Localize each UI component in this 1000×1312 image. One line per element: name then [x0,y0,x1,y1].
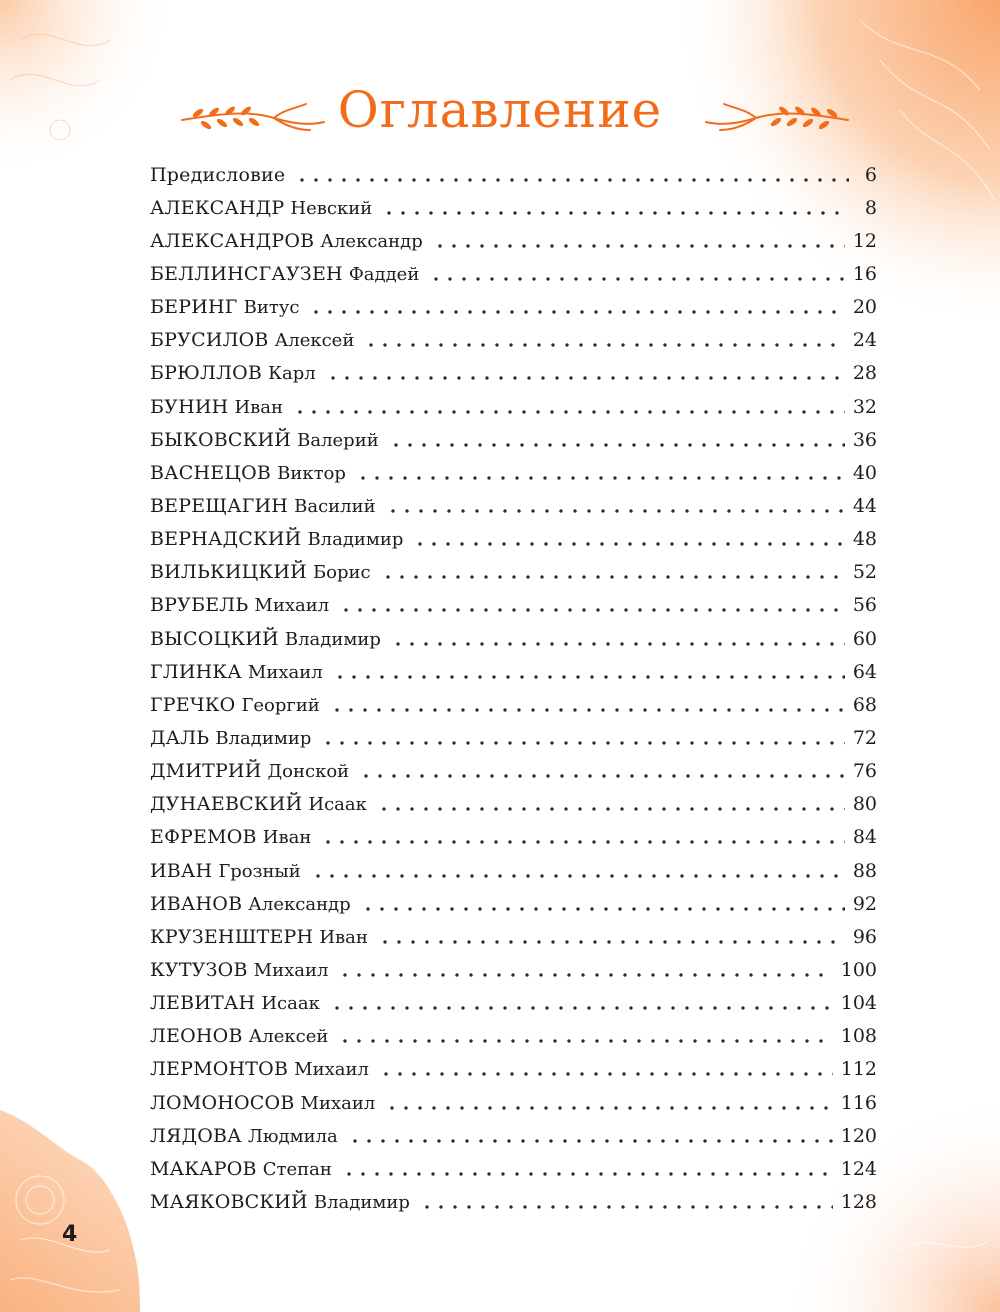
toc-entry[interactable] [150,655,877,688]
toc-entry-page: 104 [840,992,877,1015]
toc-entry-surname: ДУНАЕВСКИЙ [150,793,303,816]
toc-entry-surname: БРУСИЛОВ [150,329,269,352]
toc-entry-title [150,1191,416,1213]
toc-entry-surname: ЛЯДОВА [150,1124,242,1147]
toc-entry-title [150,362,322,384]
toc-entry-surname: БРЮЛЛОВ [150,362,263,385]
toc-entry-given-name: Иван [319,926,368,948]
toc-entry-title [150,1092,381,1114]
toc-entry-surname: АЛЕКСАНДРОВ [150,229,315,252]
dot-leader [311,874,845,878]
toc-entry-given-name: Невский [290,197,373,219]
toc-entry[interactable] [150,224,877,257]
toc-entry[interactable] [150,357,877,390]
toc-entry-page: 72 [852,726,877,749]
toc-entry[interactable] [150,953,877,986]
toc-entry-title [150,230,429,252]
toc-entry-given-name: Александр [248,893,351,915]
table-of-contents [150,158,877,1219]
toc-entry[interactable] [150,1020,877,1053]
toc-entry-surname: ГЛИНКА [150,660,242,683]
toc-entry-title [150,926,374,948]
dot-leader [378,940,845,944]
toc-entry-given-name: Михаил [247,661,323,683]
toc-entry-given-name: Алексей [248,1026,329,1048]
dot-leader [326,376,845,380]
dot-leader [382,211,849,215]
toc-entry-title [150,959,334,981]
dot-leader [379,1072,833,1076]
toc-entry[interactable] [150,1152,877,1185]
toc-entry-page: 108 [840,1025,877,1048]
toc-entry-title [150,727,317,749]
toc-entry-page: 56 [852,594,877,617]
toc-entry-page: 96 [852,925,877,948]
toc-entry-title [150,329,360,351]
toc-entry-given-name: Иван [262,827,312,849]
toc-entry-given-name: Людмила [247,1125,338,1147]
toc-entry-title [150,793,373,815]
toc-entry-given-name: Александр [320,230,423,252]
dot-leader [385,1106,832,1110]
toc-entry-title [150,1158,338,1180]
dot-leader [338,1039,832,1043]
toc-entry-title [150,992,326,1014]
toc-entry-surname: ВАСНЕЦОВ [150,461,272,484]
toc-entry[interactable] [150,1086,877,1119]
toc-entry[interactable] [150,755,877,788]
toc-entry-page: 60 [852,627,877,650]
toc-entry-page: 20 [852,296,877,319]
toc-entry[interactable] [150,523,877,556]
toc-entry[interactable] [150,257,877,290]
page-title: Оглавление [337,81,663,139]
toc-entry-given-name: Валерий [297,429,379,451]
toc-entry[interactable] [150,390,877,423]
toc-entry[interactable] [150,489,877,522]
laurel-branch-icon [178,100,328,134]
toc-entry-surname: КРУЗЕНШТЕРН [150,925,314,948]
dot-leader [348,1139,833,1143]
toc-entry-surname: ЛЕРМОНТОВ [150,1058,289,1081]
dot-leader [309,310,844,314]
toc-entry[interactable] [150,158,877,191]
toc-entry-surname: ЛЕВИТАН [150,992,256,1015]
toc-entry-page: 32 [852,395,877,418]
toc-entry-given-name: Исаак [308,794,367,816]
dot-leader [333,675,845,679]
toc-entry-given-name: Владимир [307,529,404,551]
dot-leader [359,774,845,778]
toc-entry-title [150,396,289,418]
dot-leader [338,973,832,977]
toc-entry-title [150,429,385,451]
dot-leader [293,410,845,414]
toc-entry-surname: АЛЕКСАНДР [150,196,285,219]
toc-entry-surname: МАКАРОВ [150,1157,257,1180]
toc-entry-title [150,694,326,716]
toc-entry[interactable] [150,920,877,953]
toc-entry-title [150,495,382,517]
toc-entry-title [150,1125,344,1147]
dot-leader [377,807,845,811]
toc-entry-title [150,860,307,882]
page-number: 4 [62,1222,78,1247]
toc-entry-given-name: Владимир [284,628,381,650]
toc-entry-surname: ДМИТРИЙ [150,760,262,783]
toc-entry[interactable] [150,788,877,821]
dot-leader [429,277,844,281]
toc-entry-given-name: Виктор [277,462,346,484]
toc-entry[interactable] [150,1119,877,1152]
toc-entry[interactable] [150,456,877,489]
toc-entry-given-name: Михаил [254,595,330,617]
toc-entry-given-name: Василий [294,495,376,517]
dot-leader [356,476,845,480]
toc-entry-surname: ЛОМОНОСОВ [150,1091,295,1114]
toc-entry-page: 76 [852,760,877,783]
toc-entry-surname: ГРЕЧКО [150,693,236,716]
toc-entry-given-name: Владимир [313,1191,410,1213]
toc-entry-surname: ВЕРЕЩАГИН [150,494,289,517]
toc-entry-given-name: Борис [312,562,371,584]
dot-leader [364,343,844,347]
toc-entry-page: 80 [852,793,877,816]
toc-entry-title [150,164,291,186]
dot-leader [330,708,845,712]
toc-entry-page: 68 [852,693,877,716]
dot-leader [413,542,844,546]
toc-entry-page: 88 [852,859,877,882]
toc-entry[interactable] [150,291,877,324]
dot-leader [361,907,845,911]
toc-entry-title [150,528,409,550]
toc-entry-surname: ЛЕОНОВ [150,1025,243,1048]
toc-entry[interactable] [150,556,877,589]
toc-entry-page: 116 [840,1091,877,1114]
dot-leader [420,1205,833,1209]
dot-leader [339,608,845,612]
dot-leader [295,178,849,182]
toc-entry[interactable] [150,1185,877,1218]
dot-leader [321,840,845,844]
heading-row [0,72,1000,152]
toc-entry-surname: ИВАН [150,859,213,882]
toc-entry-given-name: Исаак [261,993,320,1015]
toc-entry-surname: Предисловие [150,163,286,186]
dot-leader [391,642,845,646]
dot-leader [433,244,845,248]
toc-entry[interactable] [150,423,877,456]
toc-entry-surname: ВРУБЕЛЬ [150,594,249,617]
toc-entry-given-name: Михаил [300,1092,376,1114]
toc-entry-surname: МАЯКОВСКИЙ [150,1190,308,1213]
toc-entry-surname: БУНИН [150,395,229,418]
toc-entry-page: 16 [852,262,877,285]
toc-entry-title [150,1058,375,1080]
toc-entry-given-name: Алексей [274,330,355,352]
toc-entry-given-name: Владимир [215,727,312,749]
toc-entry-page: 48 [852,528,877,551]
toc-entry-surname: БЕЛЛИНСГАУЗЕН [150,262,343,285]
toc-entry-title [150,760,355,782]
laurel-branch-icon [702,100,852,134]
toc-entry[interactable] [150,887,877,920]
toc-entry-title [150,826,317,848]
toc-entry-surname: БЫКОВСКИЙ [150,428,292,451]
toc-entry-page: 8 [864,196,877,219]
toc-entry-page: 6 [864,163,877,186]
toc-entry-title [150,296,305,318]
toc-entry-surname: ВЕРНАДСКИЙ [150,528,302,551]
toc-entry-surname: ЕФРЕМОВ [150,826,257,849]
toc-entry-surname: ВЫСОЦКИЙ [150,627,279,650]
toc-entry-page: 112 [840,1058,877,1081]
toc-entry-title [150,197,378,219]
toc-entry[interactable] [150,721,877,754]
toc-entry-given-name: Степан [262,1158,332,1180]
toc-entry-given-name: Михаил [253,959,329,981]
toc-entry[interactable] [150,589,877,622]
toc-entry-surname: ИВАНОВ [150,892,243,915]
toc-entry[interactable] [150,324,877,357]
toc-entry-title [150,1025,334,1047]
dot-leader [321,741,844,745]
toc-entry-page: 100 [840,958,877,981]
toc-entry[interactable] [150,622,877,655]
toc-entry[interactable] [150,854,877,887]
toc-entry-page: 52 [852,561,877,584]
toc-entry[interactable] [150,987,877,1020]
toc-entry-surname: БЕРИНГ [150,296,238,319]
toc-entry-title [150,893,357,915]
toc-entry-title [150,561,377,583]
toc-entry-given-name: Донской [267,761,350,783]
toc-entry[interactable] [150,1053,877,1086]
toc-entry-page: 128 [840,1190,877,1213]
toc-entry-given-name: Иван [234,396,284,418]
dot-leader [386,509,845,513]
dot-leader [330,1006,833,1010]
toc-entry-given-name: Георгий [241,694,320,716]
toc-entry-given-name: Фаддей [348,263,420,285]
toc-entry-surname: КУТУЗОВ [150,958,248,981]
toc-entry-page: 24 [852,329,877,352]
dot-leader [389,443,845,447]
toc-entry-page: 40 [852,461,877,484]
toc-entry[interactable] [150,688,877,721]
toc-entry-page: 28 [852,362,877,385]
toc-entry-title [150,462,352,484]
toc-entry-title [150,263,425,285]
toc-entry-title [150,594,335,616]
toc-entry-page: 44 [852,494,877,517]
toc-entry[interactable] [150,191,877,224]
toc-entry-page: 92 [852,892,877,915]
toc-entry-page: 64 [852,660,877,683]
dot-leader [381,575,845,579]
toc-entry-page: 84 [852,826,877,849]
toc-entry-given-name: Карл [268,363,316,385]
toc-entry-given-name: Витус [243,297,300,319]
toc-entry-page: 36 [852,428,877,451]
toc-entry-given-name: Михаил [294,1059,369,1081]
toc-entry-surname: ДАЛЬ [150,726,210,749]
toc-entry-given-name: Грозный [218,860,301,882]
toc-entry-title [150,628,387,650]
toc-entry[interactable] [150,821,877,854]
toc-entry-page: 120 [840,1124,877,1147]
dot-leader [342,1172,833,1176]
toc-entry-surname: ВИЛЬКИЦКИЙ [150,561,307,584]
toc-entry-page: 12 [852,229,877,252]
toc-entry-page: 124 [840,1157,877,1180]
toc-entry-title [150,661,329,683]
